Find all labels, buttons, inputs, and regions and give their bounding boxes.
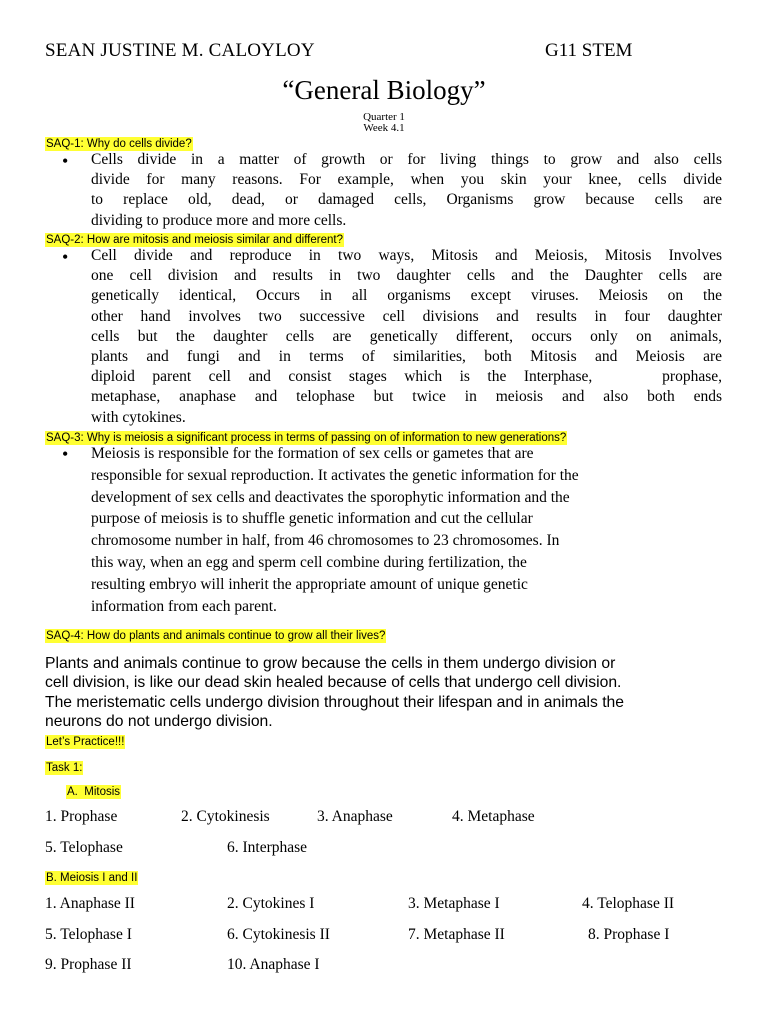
- student-name: SEAN JUSTINE M. CALOYLOY: [45, 40, 315, 61]
- meiosis-item: 6. Cytokinesis II: [227, 926, 330, 943]
- saq2-answer: Cell divide and reproduce in two ways, Mitosis and Meiosis, Mitosis Involves one cell division and results in two daughter cells and the Daughter cells are genetically identical, Occurs in all organisms except viruses. Meiosis on the other hand involves two successive cell divisions and results in four daughter cells but the daughter cells are genetically different, occurs only on animals, plants and fungi and in terms of similarities, both Mitosis and Meiosis are diploid parent cell and consist stages which is the Interphase, prophase, metaphase, anaphase and telophase but twice in meiosis and also both ends with cytokines.: [91, 247, 722, 426]
- saq3-question: SAQ-3: Why is meiosis a significant process in terms of passing on of information to new generations?: [46, 432, 567, 444]
- task-label: Task 1:: [46, 762, 83, 774]
- mitosis-item: 2. Cytokinesis: [181, 808, 270, 825]
- meiosis-item: 3. Metaphase I: [408, 895, 500, 912]
- meiosis-item: 10. Anaphase I: [227, 956, 320, 973]
- quarter-label: Quarter 1: [363, 111, 405, 123]
- meiosis-item: 7. Metaphase II: [408, 926, 505, 943]
- saq3-bullet: •: [62, 444, 69, 464]
- document-title: “General Biology”: [282, 75, 486, 105]
- week-label: Week 4.1: [363, 122, 405, 134]
- saq1-question: SAQ-1: Why do cells divide?: [46, 138, 192, 150]
- mitosis-item: 1. Prophase: [45, 808, 118, 825]
- meiosis-item: 5. Telophase I: [45, 926, 132, 943]
- section-b-label: B. Meiosis I and II: [46, 872, 138, 884]
- saq2-bullet: •: [62, 247, 69, 267]
- practice-heading: Let’s Practice!!!: [46, 736, 125, 748]
- saq1-bullet: •: [62, 151, 69, 171]
- meiosis-item: 4. Telophase II: [582, 895, 675, 912]
- saq2-question: SAQ-2: How are mitosis and meiosis similar and different?: [46, 234, 343, 246]
- saq4-answer: Plants and animals continue to grow because the cells in them undergo division or cell division, is like our dead skin healed because of cells that undergo cell division. The meristematic cells undergo division throughout their lifespan and in animals the neurons do not undergo division.: [45, 655, 625, 730]
- mitosis-item: 3. Anaphase: [317, 808, 393, 825]
- meiosis-item: 1. Anaphase II: [45, 895, 135, 912]
- saq3-answer: Meiosis is responsible for the formation of sex cells or gametes that are responsible for sexual reproduction. It activates the genetic information for the development of sex cells and deactivates the sporophytic information and the purpose of meiosis is to shuffle genetic information and cut the cellular chromosome number in half, from 46 chromosomes to 23 chromosomes. In this way, when an egg and sperm cell combine during fertilization, the resulting embryo will inherit the appropriate amount of unique genetic information from each parent.: [91, 445, 579, 615]
- student-class: G11 STEM: [545, 40, 633, 61]
- meiosis-item: 8. Prophase I: [588, 926, 670, 943]
- saq4-question: SAQ-4: How do plants and animals continue to grow all their lives?: [46, 630, 386, 642]
- saq1-answer: Cells divide in a matter of growth or for living things to grow and also cells divide for many reasons. For example, when you skin your knee, cells divide to replace old, dead, or damaged cells, Organisms grow because cells are dividing to produce more and more cells.: [91, 151, 722, 229]
- meiosis-item: 2. Cytokines I: [227, 895, 315, 912]
- meiosis-item: 9. Prophase II: [45, 956, 132, 973]
- mitosis-item: 6. Interphase: [227, 839, 308, 856]
- mitosis-item: 4. Metaphase: [452, 808, 535, 825]
- section-a-label: A. Mitosis: [67, 786, 121, 798]
- mitosis-item: 5. Telophase: [45, 839, 123, 856]
